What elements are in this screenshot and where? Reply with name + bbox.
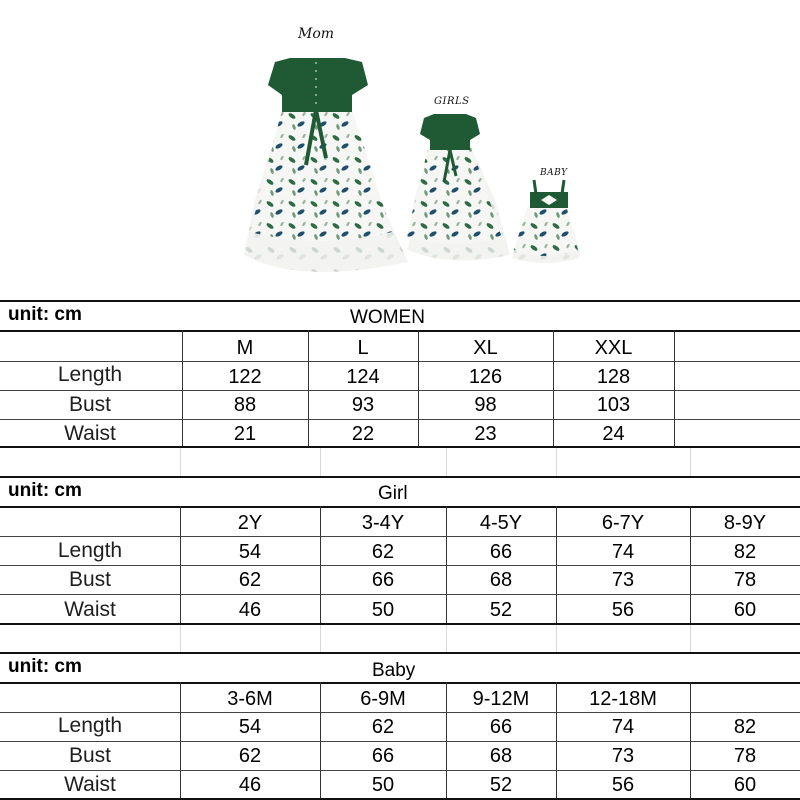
table-cell: 82 bbox=[733, 541, 757, 563]
row-divider bbox=[0, 419, 800, 420]
girls-label: GIRLS bbox=[434, 96, 470, 107]
baby-label: BABY bbox=[540, 168, 568, 178]
table-cell: 52 bbox=[489, 599, 513, 621]
spacer-divider bbox=[446, 448, 447, 476]
table-title: Girl bbox=[378, 483, 408, 504]
mom-dress bbox=[244, 58, 408, 272]
row-divider bbox=[0, 536, 800, 537]
unit-label: unit: cm bbox=[8, 480, 82, 501]
table-cell: 62 bbox=[371, 541, 395, 563]
table-cell: 62 bbox=[238, 569, 262, 591]
table-border bbox=[0, 300, 800, 302]
table-title: WOMEN bbox=[350, 307, 425, 328]
row-label-length: Length bbox=[57, 363, 123, 386]
row-divider bbox=[0, 770, 800, 771]
spacer-divider bbox=[180, 625, 181, 652]
size-header: 4-5Y bbox=[479, 512, 523, 534]
table-title: Baby bbox=[372, 660, 416, 681]
table-cell: 78 bbox=[733, 569, 757, 591]
size-header: 6-7Y bbox=[601, 512, 645, 534]
table-cell: 103 bbox=[596, 394, 631, 416]
size-header bbox=[690, 686, 800, 712]
table-cell: 56 bbox=[611, 599, 635, 621]
table-cell: 122 bbox=[228, 366, 262, 388]
table-cell: 66 bbox=[371, 745, 395, 767]
spacer-divider bbox=[180, 448, 181, 476]
table-cell: 56 bbox=[611, 774, 635, 796]
table-cell: 66 bbox=[489, 541, 513, 563]
row-label-bust: Bust bbox=[68, 393, 112, 416]
row-divider bbox=[0, 390, 800, 391]
row-label-waist: Waist bbox=[64, 773, 116, 796]
table-border bbox=[0, 682, 800, 684]
size-header: 8-9Y bbox=[723, 512, 767, 534]
table-cell: 54 bbox=[238, 541, 262, 563]
table-cell: 22 bbox=[351, 423, 375, 445]
table-cell: 24 bbox=[602, 423, 625, 445]
mom-label: Mom bbox=[298, 26, 335, 42]
table-cell: 66 bbox=[371, 569, 395, 591]
spacer-divider bbox=[320, 448, 321, 476]
row-label-length: Length bbox=[57, 539, 123, 562]
table-border bbox=[0, 330, 800, 332]
table-cell: 46 bbox=[238, 774, 262, 796]
table-cell: 62 bbox=[371, 716, 395, 738]
table-cell: 73 bbox=[611, 569, 635, 591]
table-cell: 73 bbox=[611, 745, 635, 767]
size-header: 9-12M bbox=[472, 688, 530, 710]
size-header: 2Y bbox=[237, 512, 263, 534]
table-cell: 128 bbox=[596, 366, 631, 388]
table-cell: 52 bbox=[489, 774, 513, 796]
table-border bbox=[0, 652, 800, 654]
product-image bbox=[0, 0, 800, 298]
table-cell: 60 bbox=[733, 774, 757, 796]
column-divider bbox=[674, 330, 675, 446]
unit-label: unit: cm bbox=[8, 656, 82, 677]
row-divider bbox=[0, 741, 800, 742]
unit-label: unit: cm bbox=[8, 304, 82, 325]
table-cell: 98 bbox=[474, 394, 497, 416]
size-header: M bbox=[236, 337, 254, 359]
row-label-bust: Bust bbox=[68, 744, 112, 767]
table-cell: 68 bbox=[489, 569, 513, 591]
spacer-divider bbox=[320, 625, 321, 652]
row-label-waist: Waist bbox=[64, 422, 116, 445]
size-header: XXL bbox=[594, 337, 633, 359]
table-cell: 23 bbox=[474, 423, 497, 445]
table-cell: 50 bbox=[371, 774, 395, 796]
girls-dress bbox=[406, 114, 510, 260]
table-cell: 66 bbox=[489, 716, 513, 738]
row-divider bbox=[0, 565, 800, 566]
size-header: 12-18M bbox=[589, 688, 657, 710]
dress-illustration bbox=[0, 0, 800, 298]
spacer-divider bbox=[690, 625, 691, 652]
spacer-divider bbox=[556, 625, 557, 652]
table-border bbox=[0, 476, 800, 478]
table-cell: 54 bbox=[238, 716, 262, 738]
table-cell: 74 bbox=[611, 541, 635, 563]
table-cell: 46 bbox=[238, 599, 262, 621]
table-border bbox=[0, 623, 800, 625]
table-cell: 60 bbox=[733, 599, 757, 621]
size-header: 3-4Y bbox=[361, 512, 405, 534]
table-cell: 88 bbox=[233, 394, 257, 416]
table-cell: 126 bbox=[468, 366, 503, 388]
table-cell: 74 bbox=[611, 716, 635, 738]
table-cell: 21 bbox=[233, 423, 257, 445]
table-border bbox=[0, 506, 800, 508]
row-divider bbox=[0, 594, 800, 595]
row-label-waist: Waist bbox=[64, 598, 116, 621]
spacer-divider bbox=[556, 448, 557, 476]
row-label-bust: Bust bbox=[68, 568, 112, 591]
table-cell: 124 bbox=[346, 366, 380, 388]
table-cell: 78 bbox=[733, 745, 757, 767]
size-header: XL bbox=[473, 337, 498, 359]
baby-dress bbox=[512, 180, 580, 263]
table-cell: 62 bbox=[238, 745, 262, 767]
table-cell: 93 bbox=[351, 394, 375, 416]
spacer-divider bbox=[446, 625, 447, 652]
table-border bbox=[0, 446, 800, 448]
row-label-length: Length bbox=[57, 714, 123, 737]
table-cell: 50 bbox=[371, 599, 395, 621]
spacer-divider bbox=[690, 448, 691, 476]
table-cell: 68 bbox=[489, 745, 513, 767]
size-header: L bbox=[357, 337, 369, 359]
table-cell: 82 bbox=[733, 716, 757, 738]
size-header: 3-6M bbox=[227, 688, 273, 710]
size-header: 6-9M bbox=[360, 688, 406, 710]
